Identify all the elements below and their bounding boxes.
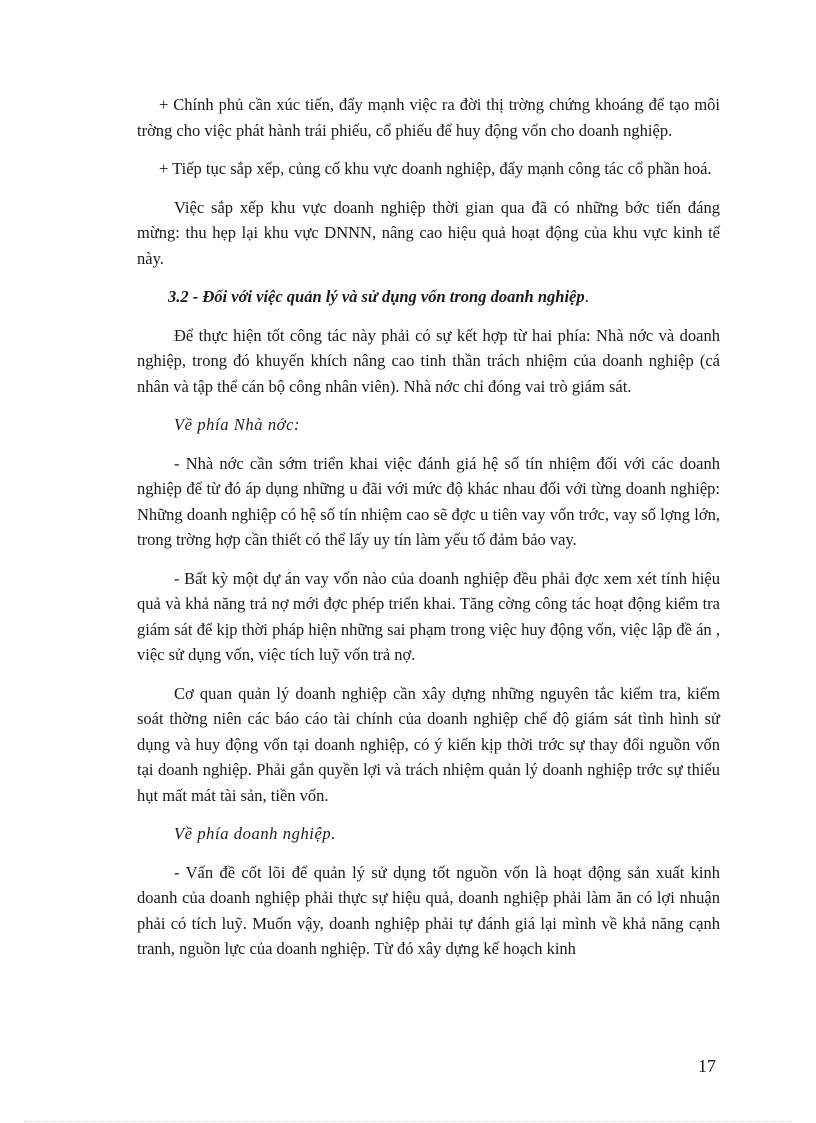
page-number: 17: [698, 1056, 716, 1076]
page-body: [137, 92, 720, 975]
section-heading-text: 3.2 - Đối với việc quản lý và sử dụng vốn trong doanh nghiệp: [168, 287, 585, 306]
subheading-enterprise: Về phía doanh nghiệp.: [174, 824, 336, 843]
section-heading-tail: .: [584, 287, 589, 306]
section-heading: [137, 284, 720, 310]
paragraph-project-review: - Bất kỳ một dự án vay vốn nào của doanh nghiệp đều phải đợc xem xét tính hiệu quả và khả năng trả nợ mới đợc phép triển khai. Tăng cờng công tác hoạt động kiểm tra giám sát để kịp thời pháp hiện những sai phạm trong việc huy động vốn, việc lập đề án , việc sử dụng vốn, việc tích luỹ vốn trả nợ.: [137, 568, 720, 664]
paragraph-stock-market: + Chính phủ cần xúc tiến, đẩy mạnh việc ra đời thị trờng chứng khoáng để tạo môi trờng cho việc phát hành trái phiếu, cổ phiếu để huy động vốn cho doanh nghiệp.: [137, 95, 720, 140]
subheading-state: Về phía Nhà nớc:: [174, 415, 301, 434]
paragraph-restructuring: + Tiếp tục sắp xếp, củng cố khu vực doanh nghiệp, đẩy mạnh công tác cổ phần hoá.: [159, 159, 712, 178]
paragraph-progress: Việc sắp xếp khu vực doanh nghiệp thời gian qua đã có những bớc tiến đáng mừng: thu hẹp lại khu vực DNNN, nâng cao hiệu quả hoạt động của khu vực kinh tế này.: [137, 197, 720, 268]
paragraph-credit-rating: - Nhà nớc cần sớm triển khai việc đánh giá hệ số tín nhiệm đối với các doanh nghiệp để từ đó áp dụng những u đãi với mức độ khác nhau đối với từng doanh nghiệp: Những doanh nghiệp có hệ số tín nhiệm cao sẽ đợc u tiên vay vốn trớc, vay số lợng lớn, trong trờng hợp cần thiết có thể lấy uy tín làm yếu tố đảm bảo vay.: [137, 453, 720, 549]
page-bottom-divider: [24, 1121, 792, 1122]
paragraph-management-agency: Cơ quan quản lý doanh nghiệp cần xây dựng những nguyên tắc kiểm tra, kiểm soát thờng niên các báo cáo tài chính của doanh nghiệp chế độ giám sát tình hình sử dụng và huy động vốn tại doanh nghiệp, có ý kiến kịp thời trớc sự thay đổi nguồn vốn tại doanh nghiệp. Phải gắn quyền lợi và trách nhiệm quản lý doanh nghiệp trớc sự thiếu hụt mất mát tài sản, tiền vốn.: [137, 683, 720, 805]
paragraph-core-issue: - Vấn đề cốt lõi để quản lý sử dụng tốt nguồn vốn là hoạt động sản xuất kinh doanh của doanh nghiệp phải thực sự hiệu quả, doanh nghiệp phải làm ăn có lợi nhuận phải có tích luỹ. Muốn vậy, doanh nghiệp phải tự đánh giá lại mình về khả năng cạnh tranh, nguồn lực của doanh nghiệp. Từ đó xây dựng kế hoạch kinh: [137, 862, 720, 958]
paragraph-intro: Để thực hiện tốt công tác này phải có sự kết hợp từ hai phía: Nhà nớc và doanh nghiệp, trong đó khuyến khích nâng cao tinh thần trách nhiệm của doanh nghiệp (cá nhân và tập thể cán bộ công nhân viên). Nhà nớc chỉ đóng vai trò giám sát.: [137, 325, 720, 396]
